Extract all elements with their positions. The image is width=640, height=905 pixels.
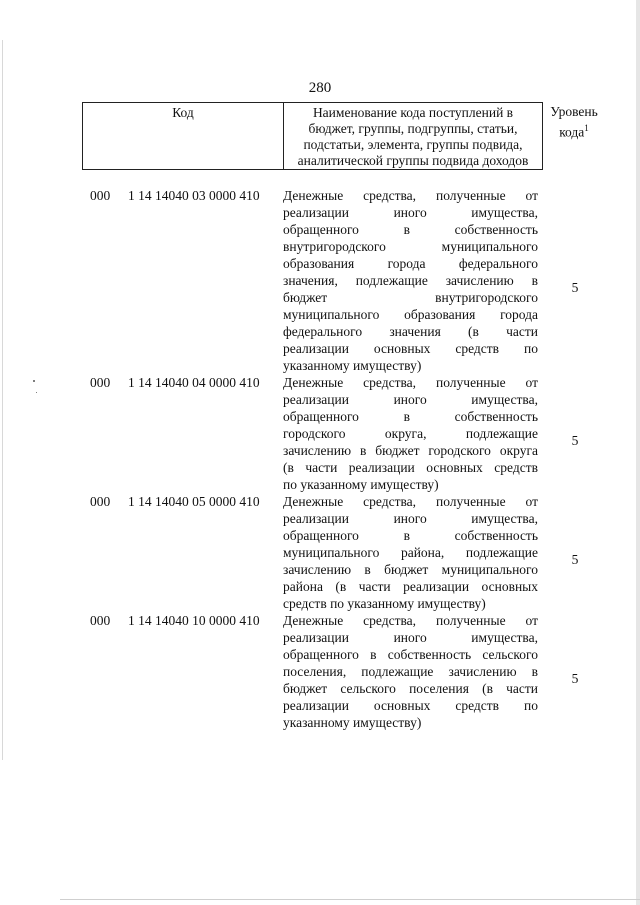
scan-edge-bottom (60, 899, 640, 900)
description-line: значения, подлежащие зачислению в (283, 273, 538, 288)
description-line: обращенного в собственность (283, 409, 538, 424)
description-line: обращенного в собственность сельского (283, 647, 538, 662)
description-line: Денежные средства, полученные от (283, 375, 538, 390)
revenue-code: 1 14 14040 10 0000 410 (128, 613, 260, 628)
revenue-code: 1 14 14040 04 0000 410 (128, 375, 260, 390)
description-line: федерального значения (в части (283, 324, 538, 339)
description-line: указанному имуществу) (283, 715, 422, 730)
description-line: бюджет сельского поселения (в части (283, 681, 538, 696)
description-line: зачислению в бюджет муниципального (283, 562, 538, 577)
table-header (82, 102, 543, 170)
code-level: 5 (571, 433, 579, 448)
revenue-description (283, 612, 538, 731)
description-line: реализации иного имущества, (283, 630, 538, 645)
description-line: по указанному имуществу) (283, 477, 439, 492)
description-line: средств по указанному имуществу) (283, 596, 486, 611)
description-line: реализации иного имущества, (283, 392, 538, 407)
description-line: реализации иного имущества, (283, 511, 538, 526)
description-line: обращенного в собственность (283, 222, 538, 237)
code-level: 5 (571, 671, 579, 686)
admin-code: 000 (90, 188, 111, 203)
table-row (0, 374, 640, 493)
description-line: указанному имуществу) (283, 358, 422, 373)
header-name: Наименование кода поступлений в бюджет, группы, подгруппы, статьи, подстатьи, элемента, группы подвида, аналитической группы подвида доходов (297, 105, 529, 168)
description-line: муниципального района, подлежащие (283, 545, 538, 560)
description-line: обращенного в собственность (283, 528, 538, 543)
footnote-marker: 1 (584, 123, 589, 133)
description-line: поселения, подлежащие зачислению в (283, 664, 538, 679)
description-line: Денежные средства, полученные от (283, 494, 538, 509)
table-row (0, 493, 640, 612)
description-line: внутригородского муниципального (283, 239, 538, 254)
description-line: реализации иного имущества, (283, 205, 538, 220)
revenue-code: 1 14 14040 03 0000 410 (128, 188, 260, 203)
admin-code: 000 (90, 375, 111, 390)
table-row (0, 187, 640, 374)
revenue-description (283, 493, 538, 612)
revenue-description (283, 187, 538, 374)
code-level: 5 (571, 280, 579, 295)
admin-code: 000 (90, 494, 111, 509)
description-line: бюджет внутригородского (283, 290, 538, 305)
header-level: Уровень кода$^1$ (550, 104, 598, 140)
description-line: зачислению в бюджет городского округа (283, 443, 538, 458)
page-number: 280 (308, 80, 332, 96)
description-line: реализации основных средств по (283, 698, 538, 713)
description-line: Денежные средства, полученные от (283, 188, 538, 203)
header-code: Код (172, 105, 194, 120)
revenue-code: 1 14 14040 05 0000 410 (128, 494, 260, 509)
description-line: реализации основных средств по (283, 341, 538, 356)
description-line: образования города федерального (283, 256, 538, 271)
description-line: муниципального образования города (283, 307, 538, 322)
description-line: (в части реализации основных средств (283, 460, 538, 475)
description-line: района (в части реализации основных (283, 579, 538, 594)
description-line: городского округа, подлежащие (283, 426, 538, 441)
description-line: Денежные средства, полученные от (283, 613, 538, 628)
table-row (0, 612, 640, 731)
revenue-description (283, 374, 538, 493)
code-level: 5 (571, 552, 579, 567)
admin-code: 000 (90, 613, 111, 628)
